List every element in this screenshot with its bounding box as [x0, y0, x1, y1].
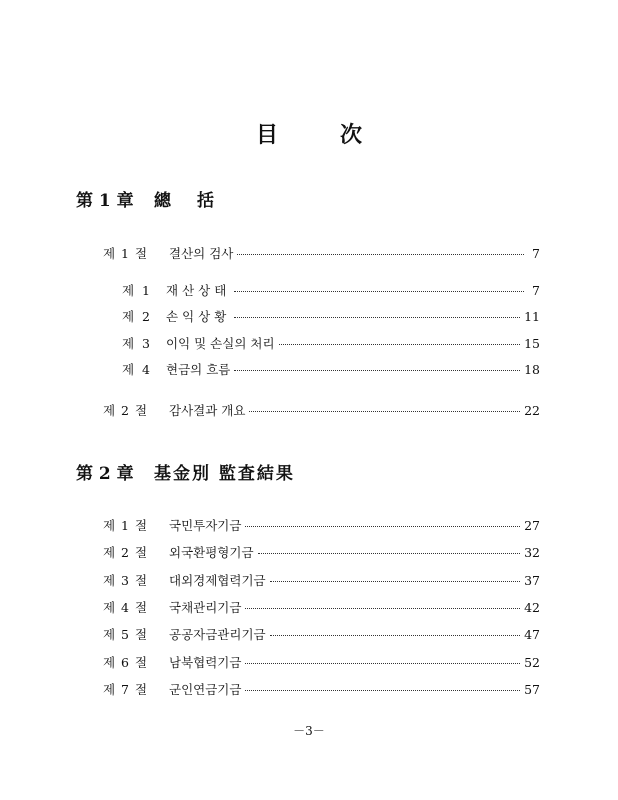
toc-entry-ch1-sub1[interactable]: [122, 281, 540, 299]
chapter-1-number: 第 1 章: [76, 191, 134, 211]
toc-entry-ch2-sec3[interactable]: [103, 571, 540, 589]
toc-entry-label: 제 2 절: [103, 545, 149, 560]
toc-entry-page: 11: [524, 309, 540, 324]
toc-entry-label: 제 7 절: [103, 682, 149, 697]
toc-entry-label: 제 6 절: [103, 655, 149, 670]
toc-entry-title: 남북협력기금: [169, 655, 242, 670]
dot-leader: [245, 663, 520, 664]
toc-entry-label: 제 5 절: [103, 627, 149, 642]
toc-entry-label: 제 4 절: [103, 600, 149, 615]
toc-entry-ch1-sec2[interactable]: [103, 401, 540, 419]
toc-entry-label: 제 2 절: [103, 403, 149, 418]
toc-entry-page: 18: [524, 362, 540, 377]
toc-entry-page: 42: [524, 600, 540, 615]
chapter-2-number: 第 2 章: [76, 464, 134, 484]
toc-entry-page: 22: [524, 403, 540, 418]
dot-leader: [237, 254, 524, 255]
toc-entry-label: 제 4: [122, 362, 153, 377]
dot-leader: [249, 411, 520, 412]
toc-entry-label: 제 3: [122, 336, 153, 351]
dot-leader: [234, 291, 524, 292]
toc-entry-page: 7: [532, 283, 540, 298]
toc-entry-ch1-sub3[interactable]: [122, 334, 540, 352]
toc-entry-ch2-sec1[interactable]: [103, 516, 540, 534]
page-number: －3－: [293, 724, 325, 738]
chapter-2-title: 基金別 監査結果: [154, 464, 295, 484]
toc-entry-title: 외국환평형기금: [169, 545, 254, 560]
toc-entry-page: 47: [524, 627, 540, 642]
dot-leader: [234, 317, 520, 318]
dot-leader: [258, 553, 521, 554]
toc-entry-label: 제 1: [122, 283, 153, 298]
toc-entry-page: 32: [524, 545, 540, 560]
toc-entry-ch1-sub4[interactable]: [122, 360, 540, 378]
toc-entry-page: 57: [524, 682, 540, 697]
toc-entry-ch1-sec1[interactable]: [103, 244, 540, 262]
toc-entry-page: 15: [524, 336, 540, 351]
toc-entry-page: 27: [524, 518, 540, 533]
chapter-1-heading: [76, 186, 240, 211]
toc-entry-ch2-sec7[interactable]: [103, 680, 540, 698]
dot-leader: [234, 370, 520, 371]
toc-entry-title: 국채관리기금: [169, 600, 242, 615]
dot-leader: [245, 526, 520, 527]
toc-entry-ch2-sec2[interactable]: [103, 543, 540, 561]
toc-entry-label: 제 1 절: [103, 518, 149, 533]
toc-entry-title: 국민투자기금: [169, 518, 242, 533]
toc-entry-label: 제 1 절: [103, 246, 149, 261]
dot-leader: [270, 635, 520, 636]
toc-entry-ch2-sec5[interactable]: [103, 625, 540, 643]
toc-title: 目次: [255, 122, 424, 148]
chapter-2-heading: [76, 459, 295, 484]
toc-entry-label: 제 3 절: [103, 573, 149, 588]
toc-entry-title: 현금의 흐름: [166, 362, 231, 377]
toc-entry-title: 공공자금관리기금: [169, 627, 266, 642]
toc-entry-title: 대외경제협력기금: [169, 573, 266, 588]
toc-entry-title: 이익 및 손실의 처리: [166, 336, 275, 351]
toc-entry-ch2-sec6[interactable]: [103, 653, 540, 671]
toc-entry-title: 재산상태: [166, 283, 231, 298]
toc-entry-ch1-sub2[interactable]: [122, 307, 540, 325]
toc-entry-title: 결산의 검사: [169, 246, 234, 261]
dot-leader: [270, 581, 520, 582]
toc-entry-page: 52: [524, 655, 540, 670]
dot-leader: [245, 608, 520, 609]
toc-entry-title: 군인연금기금: [169, 682, 242, 697]
dot-leader: [245, 690, 520, 691]
chapter-1-title: 總括: [154, 191, 240, 211]
toc-entry-ch2-sec4[interactable]: [103, 598, 540, 616]
dot-leader: [279, 344, 521, 345]
toc-entry-title: 손익상황: [166, 309, 231, 324]
toc-entry-page: 7: [532, 246, 540, 261]
toc-entry-page: 37: [524, 573, 540, 588]
toc-entry-title: 감사결과 개요: [169, 403, 246, 418]
toc-entry-label: 제 2: [122, 309, 153, 324]
